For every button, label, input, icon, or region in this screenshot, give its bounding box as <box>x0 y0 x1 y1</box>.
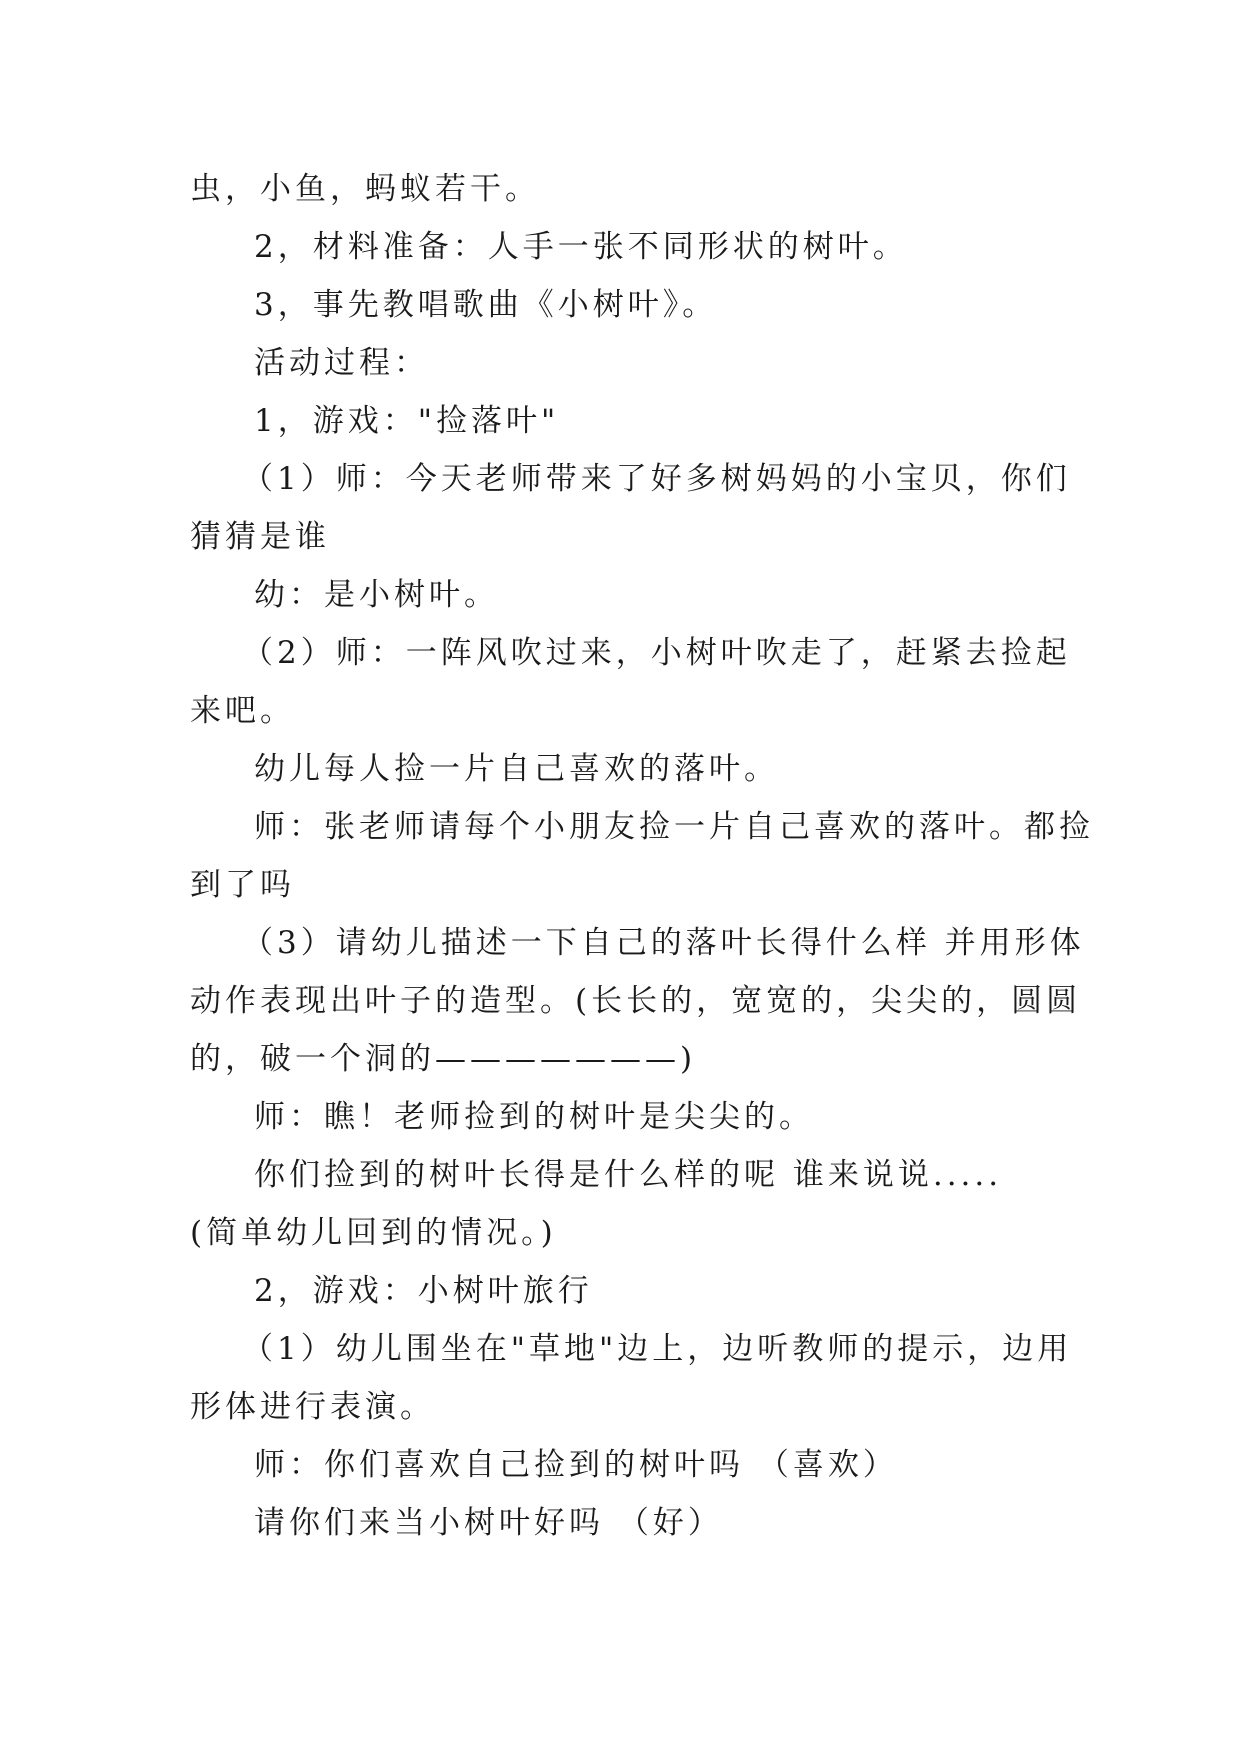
text-line: 3，事先教唱歌曲《小树叶》。 <box>254 287 718 323</box>
text-line: （2）师：一阵风吹过来，小树叶吹走了，赶紧去捡起 <box>242 635 1071 671</box>
text-line: 虫，小鱼，蚂蚁若干。 <box>190 171 540 207</box>
text-line: 师：张老师请每个小朋友捡一片自己喜欢的落叶。都捡 <box>254 809 1094 845</box>
text-line: （1）幼儿围坐在"草地"边上，边听教师的提示，边用 <box>242 1331 1073 1367</box>
section-heading: 活动过程： <box>254 345 429 381</box>
text-line: 师：你们喜欢自己捡到的树叶吗 （喜欢） <box>254 1447 898 1483</box>
text-line: 到了吗 <box>190 867 295 903</box>
text-line: 请你们来当小树叶好吗 （好） <box>254 1505 723 1541</box>
text-line: 幼儿每人捡一片自己喜欢的落叶。 <box>254 751 779 787</box>
text-line: 猜猜是谁 <box>190 519 330 555</box>
text-line: 师：瞧！老师捡到的树叶是尖尖的。 <box>254 1099 814 1135</box>
text-line: （3）请幼儿描述一下自己的落叶长得什么样 并用形体 <box>242 925 1085 961</box>
text-line: 来吧。 <box>190 693 295 729</box>
text-line: 1，游戏："捡落叶" <box>254 403 560 439</box>
text-line: 幼：是小树叶。 <box>254 577 499 613</box>
text-line: 动作表现出叶子的造型。(长长的，宽宽的，尖尖的，圆圆 <box>190 983 1082 1019</box>
text-line: 的，破一个洞的———————) <box>190 1041 697 1077</box>
text-line: 2，游戏：小树叶旅行 <box>254 1273 593 1309</box>
text-line: （1）师：今天老师带来了好多树妈妈的小宝贝，你们 <box>242 461 1071 497</box>
text-line: 你们捡到的树叶长得是什么样的呢 谁来说说..... <box>254 1157 1003 1193</box>
text-line: 2，材料准备：人手一张不同形状的树叶。 <box>254 229 908 265</box>
document-body <box>190 160 1094 1552</box>
text-line: (简单幼儿回到的情况。) <box>190 1215 557 1251</box>
text-line: 形体进行表演。 <box>190 1389 435 1425</box>
